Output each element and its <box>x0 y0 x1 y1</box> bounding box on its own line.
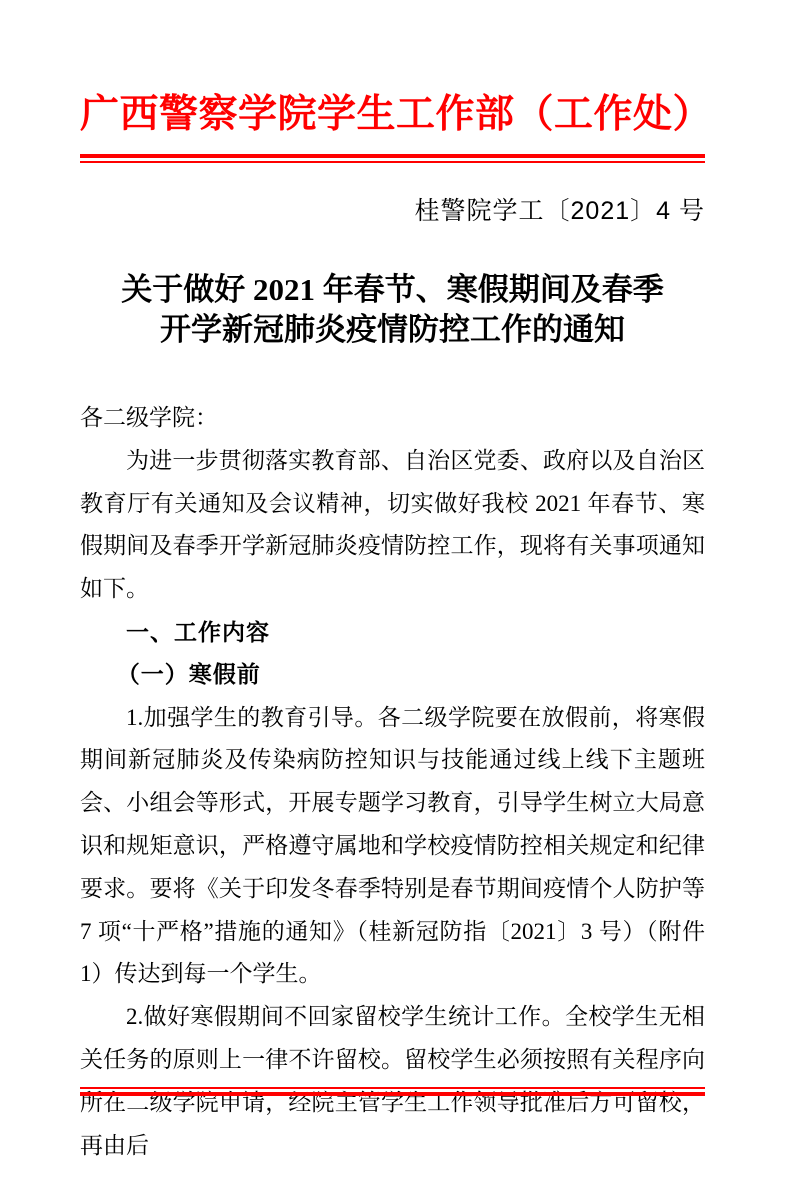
document-content <box>80 90 713 1158</box>
document-title-line2: 开学新冠肺炎疫情防控工作的通知 <box>160 312 625 347</box>
doc-reference-number: 桂警院学工〔2021〕4 号 <box>414 197 705 225</box>
document-title <box>80 270 705 350</box>
body-item-1: 1.加强学生的教育引导。各二级学院要在放假前，将寒假期间新冠肺炎及传染病防控知识与技能通过线上线下主题班会、小组会等形式，开展专题学习教育，引导学生树立大局意识和规矩意识，严格遵守属地和学校疫情防控相关规定和纪律要求。要将《关于印发冬春季特别是春节期间疫情个人防护等 7 项“十严格”措施的通知》（桂新冠防指〔2021〕3 号）（附件 1）传达到每一个学生。 <box>80 704 705 987</box>
document-body <box>80 397 705 1158</box>
document-page <box>0 90 794 1198</box>
intro-paragraph: 为进一步贯彻落实教育部、自治区党委、政府以及自治区教育厅有关通知及会议精神，切实做好我校 2021 年春节、寒假期间及春季开学新冠肺炎疫情防控工作，现将有关事项通知如下。 <box>80 447 705 602</box>
footer-divider <box>80 1087 705 1096</box>
section-heading-1: 一、工作内容 <box>126 618 270 645</box>
body-item-2: 2.做好寒假期间不回家留校学生统计工作。全校学生无相关任务的原则上一律不许留校。留校学生必须按照有关程序向所在二级学院申请，经院主管学生工作领导批准后方可留校，再由后 <box>80 1004 705 1158</box>
document-title-line1: 关于做好 2021 年春节、寒假期间及春季 <box>121 272 664 307</box>
letterhead-org-name: 广西警察学院学生工作部（工作处） <box>80 93 713 136</box>
salutation: 各二级学院： <box>80 405 218 430</box>
letterhead-divider <box>80 154 705 163</box>
subsection-heading-1: （一）寒假前 <box>116 661 261 687</box>
